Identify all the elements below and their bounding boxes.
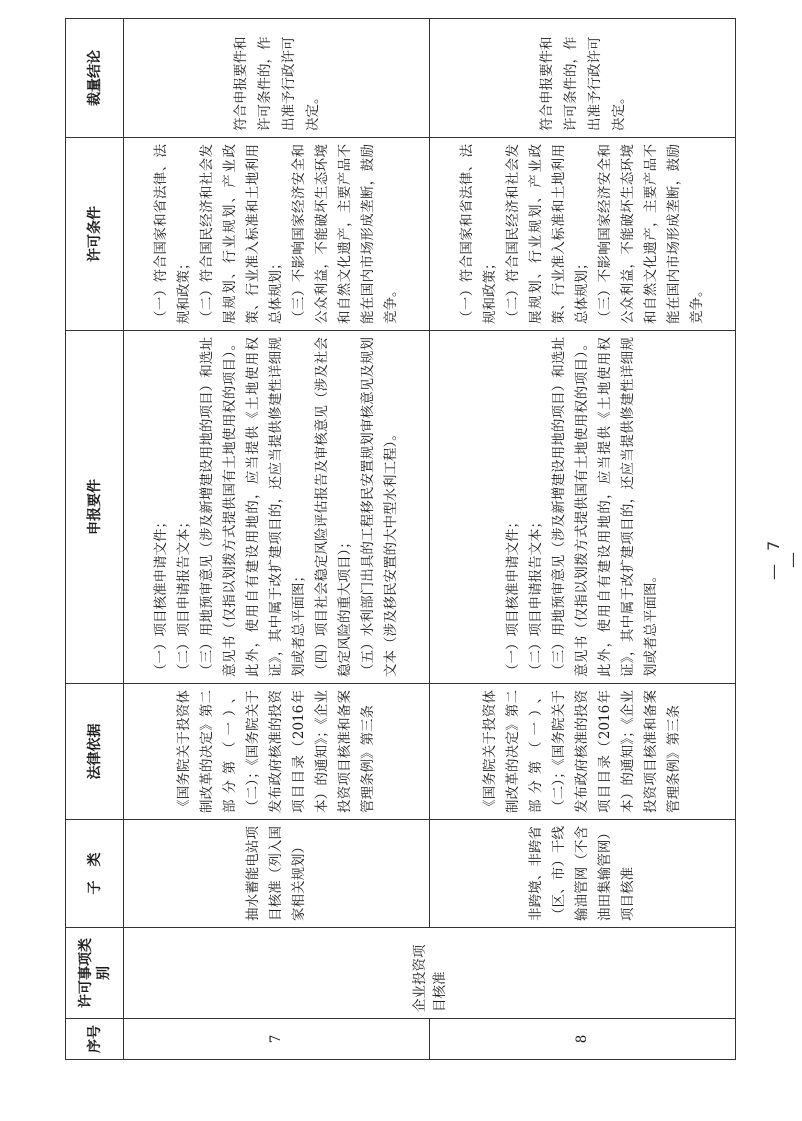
header-result: 裁量结论 xyxy=(66,19,124,138)
header-row xyxy=(66,19,124,1060)
header-category: 许可事项类别 xyxy=(66,928,124,1019)
row-conditions: （一）符合国家和省法律、法规和政策； （二）符合国民经济和社会发展规划、行业规划、产业政策、行业准入标准和土地利用总体规划； （三）不影响国家经济安全和公众利益，不能破坏生态环境和自然文化遗产，主要产品不能在国内市场形成垄断，鼓励竞争。 xyxy=(124,138,430,331)
rotated-page xyxy=(65,36,735,1060)
row-subcategory: 非跨境、非跨省（区、市）干线输油管网（不含油田集输管网）项目核准 xyxy=(430,820,736,928)
header-law: 法律依据 xyxy=(66,684,124,820)
row-result: 符合申报要件和许可条件的，作出准予行政许可决定。 xyxy=(430,19,736,138)
row-requirements: （一）项目核准申请文件； （二）项目申请报告文本； （三）用地预审意见（涉及新增建设用地的项目）和选址意见书（仅指以划拨方式提供国有土地使用权的项目）。此外，使用自有建设用地的，应当提供《土地使用权证》，其中属于改扩建项目的，还应当提供修建性详细规划或者总平面图； （四）项目社会稳定风险评估报告及审核意见（涉及社会稳定风险的重大项目）； （五）水利部门出具的工程移民安置规划审核意见及规划文本（涉及移民安置的大中型水利工程）。 xyxy=(124,331,430,684)
row-law: 《国务院关于投资体制改革的决定》第二部分第（一）、（二）；《国务院关于发布政府核准的投资项目目录（2016年本）的通知》；《企业投资项目核准和备案管理条例》第三条 xyxy=(124,684,430,820)
page-number: — 7 — xyxy=(764,536,802,580)
category-cell: 企业投资项目核准 xyxy=(124,928,736,1019)
row-conditions: （一）符合国家和省法律、法规和政策； （二）符合国民经济和社会发展规划、行业规划、产业政策、行业准入标准和土地利用总体规划； （三）不影响国家经济安全和公众利益，不能破坏生态环境和自然文化遗产，主要产品不能在国内市场形成垄断，鼓励竞争。 xyxy=(430,138,736,331)
row-no: 7 xyxy=(124,1019,430,1060)
table-row xyxy=(430,19,736,1060)
row-law: 《国务院关于投资体制改革的决定》第二部分第（一）、（二）；《国务院关于发布政府核准的投资项目目录（2016年本）的通知》；《企业投资项目核准和备案管理条例》第三条 xyxy=(430,684,736,820)
header-no: 序号 xyxy=(66,1019,124,1060)
row-result: 符合申报要件和许可条件的，作出准予行政许可决定。 xyxy=(124,19,430,138)
permit-table xyxy=(65,18,736,1060)
header-conditions: 许可条件 xyxy=(66,138,124,331)
row-no: 8 xyxy=(430,1019,736,1060)
row-subcategory: 抽水蓄能电站项目核准（列入国家相关规划） xyxy=(124,820,430,928)
header-requirements: 申报要件 xyxy=(66,331,124,684)
row-requirements: （一）项目核准申请文件； （二）项目申请报告文本； （三）用地预审意见（涉及新增建设用地的项目）和选址意见书（仅指以划拨方式提供国有土地使用权的项目）。此外，使用自有建设用地的，应当提供《土地使用权证》，其中属于改扩建项目的，还应当提供修建性详细规划或者总平面图。 xyxy=(430,331,736,684)
table-row xyxy=(124,19,430,1060)
header-subcategory: 子 类 xyxy=(66,820,124,928)
